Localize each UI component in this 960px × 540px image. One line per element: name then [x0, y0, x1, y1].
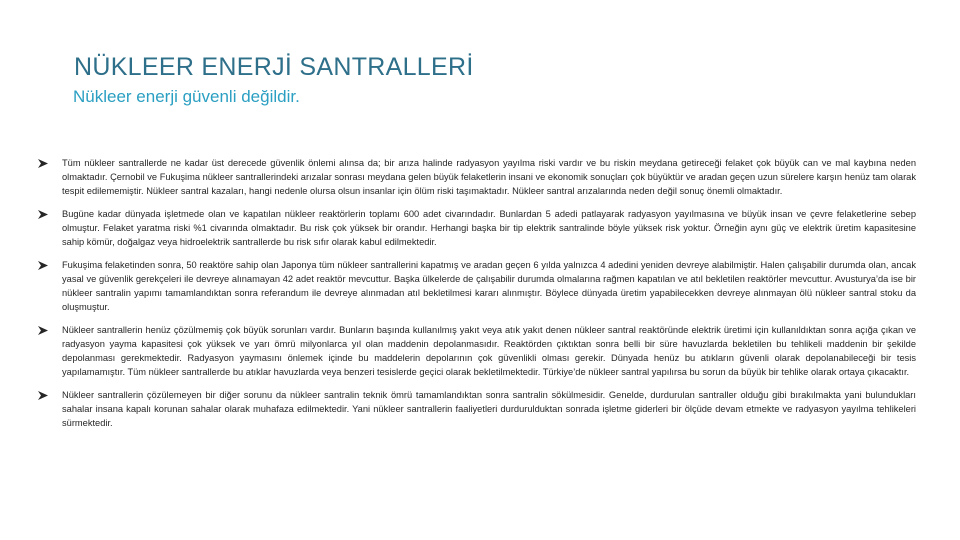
arrowhead-bullet-icon: [38, 326, 48, 335]
arrowhead-bullet-icon: [38, 261, 48, 270]
bullet-text: Tüm nükleer santrallerde ne kadar üst derecede güvenlik önlemi alınsa da; bir arıza halinde radyasyon yayılma riski vardır ve bu riskin meydana getireceği felaket çok büyük can ve mal kaybına neden olmaktadır. Çernobil ve Fukuşima nükleer santrallerindeki arızalar sonrası meydana gelen büyük felaketlerin insani ve ekonomik sonuçları çok büyüktür ve aradan geçen uzun sürelere karşın henüz tam olarak tespit edilememiştir. Nükleer santral kazaları, hangi nedenle olursa olsun insanlar için ölüm riski taşımaktadır. Nükleer santral arızalarında neden değil sonuç önemli olmaktadır.: [62, 158, 916, 196]
arrowhead-bullet-icon: [38, 159, 48, 168]
slide-subtitle: Nükleer enerji güvenli değildir.: [73, 87, 300, 106]
bullet-item: [36, 258, 916, 314]
bullet-text: Nükleer santrallerin henüz çözülmemiş çok büyük sorunları vardır. Bunların başında kullanılmış yakıt veya atık yakıt denen nükleer santral reaktöründe elektrik üretimi için kullanıldıktan sonra açığa çıkan ve radyasyon yayma kapasitesi çok yüksek ve yarı ömrü milyonlarca yıl olan maddenin depolanmasıdır. Reaktörden çıktıktan sonra belli bir süre havuzlarda bekletilen bu tehlikeli maddenin bir şekilde depolanması gerekmektedir. Radyasyon yaymasını önlemek içinde bu maddelerin depolarının çok güvenlikli olması gerekir. Dünyada henüz bu atıkların güvenli olarak depolanabileceği bir tesis yapılamamıştır. Tüm nükleer santrallerde bu atıklar havuzlarda veya benzeri tesislerde geçici olarak bekletilmektedir. Türkiye’de nükleer santral yapılırsa bu sorun da büyük bir tehlike olarak ortaya çıkacaktır.: [62, 325, 916, 377]
arrowhead-bullet-icon: [38, 210, 48, 219]
bullet-item: [36, 156, 916, 198]
bullet-text: Nükleer santrallerin çözülemeyen bir diğer sorunu da nükleer santralin teknik ömrü tamamlandıktan sonra santralin sökülmesidir. Genelde, durdurulan santraller olduğu gibi bırakılmakta yani bulundukları sahalar insana kapalı korunan sahalar olarak muhafaza edilmektedir. Yani nükleer santrallerin faaliyetleri durdurulduktan sonrada işletme giderleri bir ölçüde devam etmekte ve radyasyon yayılma tehlikeleri sürmektedir.: [62, 390, 916, 428]
bullet-text: Fukuşima felaketinden sonra, 50 reaktöre sahip olan Japonya tüm nükleer santrallerini kapatmış ve aradan geçen 6 yılda yalnızca 4 adedini yeniden devreye alabilmiştir. Halen çalışabilir durumda olan, ancak yasal ve güvenlik gerekçeleri ile devreye alınamayan 42 adet reaktör mevcuttur. Başka ülkelerde de çalışabilir durumda olmalarına rağmen kapatılan ve atıl bekletilen reaktörler mevcuttur. Avusturya’da ise bir nükleer santralin yapımı tamamlandıktan sonra referandum ile devreye alınmadan atıl bekletilmesi kararı alınmıştır. Böylece dünyada üretim yapabilecekken devreye alınmayan ölü nükleer santral stoku da oluşmuştur.: [62, 260, 916, 312]
slide-title: NÜKLEER ENERJİ SANTRALLERİ: [74, 53, 474, 81]
bullet-item: [36, 323, 916, 379]
bullet-item: [36, 388, 916, 430]
bullet-text: Bugüne kadar dünyada işletmede olan ve kapatılan nükleer reaktörlerin toplamı 600 adet civarındadır. Bunlardan 5 adedi patlayarak radyasyon yayılmasına ve büyük insan ve çevre felaketlerine sebep olmuştur. Felaket yaratma riski %1 civarında olmaktadır. Bu risk çok yüksek bir orandır. Herhangi başka bir tip elektrik santralinde böyle yüksek risk yoktur. Örneğin aynı güç ve elektrik üretim kapasitesine sahip kömür, doğalgaz veya hidroelektrik santrallerde bu risk sıfır olarak kabul edilmektedir.: [62, 209, 916, 247]
arrowhead-bullet-icon: [38, 391, 48, 400]
bullet-list: [36, 156, 916, 430]
bullet-item: [36, 207, 916, 249]
